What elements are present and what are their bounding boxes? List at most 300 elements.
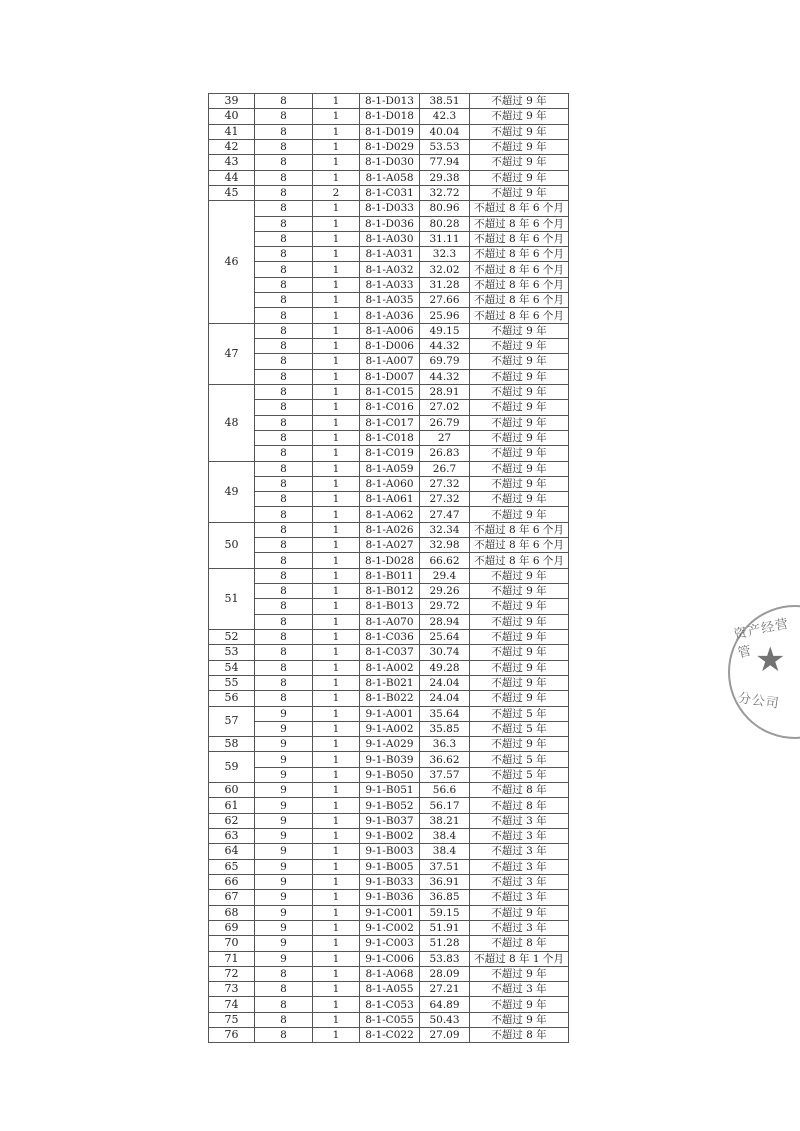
building-cell: 8 (255, 124, 313, 139)
room-code-cell: 8-1-A026 (360, 522, 420, 537)
building-cell: 9 (255, 844, 313, 859)
room-code-cell: 9-1-C006 (360, 951, 420, 966)
unit-cell: 1 (313, 400, 360, 415)
table-row (209, 614, 569, 629)
area-cell: 38.4 (420, 844, 470, 859)
area-cell: 53.83 (420, 951, 470, 966)
area-cell: 38.51 (420, 94, 470, 109)
building-cell: 9 (255, 721, 313, 736)
area-cell: 26.7 (420, 461, 470, 476)
term-cell: 不超过 9 年 (470, 1012, 569, 1027)
term-cell: 不超过 9 年 (470, 584, 569, 599)
table-row (209, 109, 569, 124)
term-cell: 不超过 9 年 (470, 629, 569, 644)
unit-cell: 1 (313, 461, 360, 476)
building-cell: 9 (255, 706, 313, 721)
building-cell: 8 (255, 185, 313, 200)
unit-cell: 1 (313, 415, 360, 430)
area-cell: 24.04 (420, 675, 470, 690)
unit-cell: 1 (313, 584, 360, 599)
room-code-cell: 8-1-A035 (360, 293, 420, 308)
building-cell: 8 (255, 446, 313, 461)
term-cell: 不超过 9 年 (470, 461, 569, 476)
row-number-cell: 53 (209, 645, 255, 660)
row-number-cell: 43 (209, 155, 255, 170)
area-cell: 69.79 (420, 354, 470, 369)
building-cell: 8 (255, 507, 313, 522)
unit-cell: 1 (313, 752, 360, 767)
term-cell: 不超过 8 年 (470, 798, 569, 813)
building-cell: 9 (255, 813, 313, 828)
term-cell: 不超过 9 年 (470, 446, 569, 461)
area-cell: 36.62 (420, 752, 470, 767)
table-row (209, 538, 569, 553)
room-code-cell: 8-1-A031 (360, 247, 420, 262)
area-cell: 80.28 (420, 216, 470, 231)
room-code-cell: 8-1-A027 (360, 538, 420, 553)
room-code-cell: 9-1-B052 (360, 798, 420, 813)
building-cell: 9 (255, 798, 313, 813)
building-cell: 8 (255, 660, 313, 675)
term-cell: 不超过 9 年 (470, 737, 569, 752)
row-number-cell: 70 (209, 936, 255, 951)
room-code-cell: 9-1-C003 (360, 936, 420, 951)
building-cell: 8 (255, 982, 313, 997)
table-row (209, 629, 569, 644)
building-cell: 8 (255, 231, 313, 246)
area-cell: 32.02 (420, 262, 470, 277)
row-number-cell: 47 (209, 323, 255, 384)
room-code-cell: 8-1-A036 (360, 308, 420, 323)
area-cell: 42.3 (420, 109, 470, 124)
row-number-cell: 72 (209, 966, 255, 981)
term-cell: 不超过 9 年 (470, 905, 569, 920)
building-cell: 8 (255, 170, 313, 185)
table-row (209, 293, 569, 308)
building-cell: 8 (255, 323, 313, 338)
area-cell: 38.4 (420, 829, 470, 844)
area-cell: 27.02 (420, 400, 470, 415)
table-row (209, 568, 569, 583)
room-code-cell: 9-1-B051 (360, 783, 420, 798)
unit-cell: 1 (313, 124, 360, 139)
room-code-cell: 8-1-A062 (360, 507, 420, 522)
area-cell: 59.15 (420, 905, 470, 920)
unit-cell: 1 (313, 767, 360, 782)
row-number-cell: 64 (209, 844, 255, 859)
term-cell: 不超过 9 年 (470, 124, 569, 139)
room-code-cell: 8-1-A061 (360, 492, 420, 507)
table-row (209, 890, 569, 905)
area-cell: 26.83 (420, 446, 470, 461)
room-code-cell: 8-1-A002 (360, 660, 420, 675)
row-number-cell: 69 (209, 920, 255, 935)
room-code-cell: 8-1-A060 (360, 476, 420, 491)
table-row (209, 1028, 569, 1043)
row-number-cell: 74 (209, 997, 255, 1012)
room-code-cell: 9-1-A001 (360, 706, 420, 721)
unit-cell: 1 (313, 94, 360, 109)
area-cell: 27 (420, 430, 470, 445)
row-number-cell: 40 (209, 109, 255, 124)
unit-cell: 1 (313, 1028, 360, 1043)
unit-cell: 1 (313, 829, 360, 844)
unit-cell: 1 (313, 920, 360, 935)
term-cell: 不超过 8 年 6 个月 (470, 262, 569, 277)
room-code-cell: 8-1-A055 (360, 982, 420, 997)
row-number-cell: 55 (209, 675, 255, 690)
term-cell: 不超过 9 年 (470, 400, 569, 415)
term-cell: 不超过 9 年 (470, 645, 569, 660)
unit-cell: 1 (313, 522, 360, 537)
unit-cell: 1 (313, 874, 360, 889)
building-cell: 9 (255, 920, 313, 935)
term-cell: 不超过 9 年 (470, 507, 569, 522)
term-cell: 不超过 9 年 (470, 614, 569, 629)
row-number-cell: 75 (209, 1012, 255, 1027)
row-number-cell: 67 (209, 890, 255, 905)
room-code-cell: 8-1-B022 (360, 691, 420, 706)
table-row (209, 216, 569, 231)
term-cell: 不超过 3 年 (470, 813, 569, 828)
unit-cell: 1 (313, 231, 360, 246)
table-row (209, 936, 569, 951)
area-cell: 32.98 (420, 538, 470, 553)
area-cell: 28.94 (420, 614, 470, 629)
room-code-cell: 8-1-A070 (360, 614, 420, 629)
table-row (209, 170, 569, 185)
building-cell: 9 (255, 874, 313, 889)
building-cell: 8 (255, 293, 313, 308)
area-cell: 29.26 (420, 584, 470, 599)
unit-cell: 1 (313, 308, 360, 323)
area-cell: 53.53 (420, 139, 470, 154)
term-cell: 不超过 8 年 6 个月 (470, 247, 569, 262)
room-code-cell: 9-1-B050 (360, 767, 420, 782)
room-code-cell: 9-1-B033 (360, 874, 420, 889)
row-number-cell: 63 (209, 829, 255, 844)
lease-table (208, 93, 569, 1043)
room-code-cell: 8-1-A058 (360, 170, 420, 185)
building-cell: 8 (255, 629, 313, 644)
lease-table-body (209, 94, 569, 1043)
building-cell: 8 (255, 109, 313, 124)
unit-cell: 1 (313, 645, 360, 660)
room-code-cell: 8-1-B013 (360, 599, 420, 614)
term-cell: 不超过 9 年 (470, 384, 569, 399)
building-cell: 9 (255, 936, 313, 951)
term-cell: 不超过 8 年 1 个月 (470, 951, 569, 966)
unit-cell: 1 (313, 277, 360, 292)
seal-star-icon: ★ (755, 640, 786, 680)
term-cell: 不超过 5 年 (470, 706, 569, 721)
table-row (209, 369, 569, 384)
room-code-cell: 8-1-A007 (360, 354, 420, 369)
table-row (209, 737, 569, 752)
building-cell: 8 (255, 538, 313, 553)
term-cell: 不超过 8 年 6 个月 (470, 201, 569, 216)
table-row (209, 308, 569, 323)
term-cell: 不超过 3 年 (470, 890, 569, 905)
building-cell: 8 (255, 568, 313, 583)
building-cell: 9 (255, 752, 313, 767)
building-cell: 8 (255, 339, 313, 354)
unit-cell: 1 (313, 936, 360, 951)
row-number-cell: 56 (209, 691, 255, 706)
building-cell: 8 (255, 308, 313, 323)
unit-cell: 1 (313, 660, 360, 675)
table-row (209, 139, 569, 154)
unit-cell: 1 (313, 1012, 360, 1027)
building-cell: 9 (255, 951, 313, 966)
area-cell: 49.15 (420, 323, 470, 338)
seal-top-text: 资产经营管 (732, 616, 791, 662)
unit-cell: 1 (313, 170, 360, 185)
row-number-cell: 68 (209, 905, 255, 920)
room-code-cell: 8-1-D029 (360, 139, 420, 154)
unit-cell: 1 (313, 798, 360, 813)
table-row (209, 966, 569, 981)
table-row (209, 247, 569, 262)
table-row (209, 783, 569, 798)
area-cell: 37.57 (420, 767, 470, 782)
room-code-cell: 9-1-B005 (360, 859, 420, 874)
term-cell: 不超过 3 年 (470, 829, 569, 844)
area-cell: 27.66 (420, 293, 470, 308)
room-code-cell: 9-1-A002 (360, 721, 420, 736)
term-cell: 不超过 9 年 (470, 139, 569, 154)
row-number-cell: 51 (209, 568, 255, 629)
room-code-cell: 8-1-D033 (360, 201, 420, 216)
table-row (209, 767, 569, 782)
table-row (209, 691, 569, 706)
row-number-cell: 41 (209, 124, 255, 139)
row-number-cell: 46 (209, 201, 255, 324)
row-number-cell: 60 (209, 783, 255, 798)
term-cell: 不超过 9 年 (470, 997, 569, 1012)
term-cell: 不超过 8 年 6 个月 (470, 553, 569, 568)
table-row (209, 844, 569, 859)
table-row (209, 905, 569, 920)
term-cell: 不超过 9 年 (470, 170, 569, 185)
row-number-cell: 54 (209, 660, 255, 675)
unit-cell: 1 (313, 691, 360, 706)
row-number-cell: 50 (209, 522, 255, 568)
building-cell: 8 (255, 691, 313, 706)
room-code-cell: 8-1-C031 (360, 185, 420, 200)
unit-cell: 1 (313, 905, 360, 920)
area-cell: 50.43 (420, 1012, 470, 1027)
table-row (209, 798, 569, 813)
term-cell: 不超过 9 年 (470, 354, 569, 369)
term-cell: 不超过 9 年 (470, 492, 569, 507)
table-row (209, 951, 569, 966)
room-code-cell: 9-1-B039 (360, 752, 420, 767)
term-cell: 不超过 8 年 (470, 783, 569, 798)
building-cell: 8 (255, 139, 313, 154)
area-cell: 77.94 (420, 155, 470, 170)
unit-cell: 1 (313, 507, 360, 522)
building-cell: 8 (255, 584, 313, 599)
term-cell: 不超过 9 年 (470, 415, 569, 430)
building-cell: 8 (255, 553, 313, 568)
building-cell: 8 (255, 645, 313, 660)
building-cell: 9 (255, 737, 313, 752)
room-code-cell: 8-1-C036 (360, 629, 420, 644)
room-code-cell: 8-1-A032 (360, 262, 420, 277)
term-cell: 不超过 3 年 (470, 920, 569, 935)
area-cell: 51.91 (420, 920, 470, 935)
unit-cell: 1 (313, 706, 360, 721)
table-row (209, 874, 569, 889)
room-code-cell: 8-1-C022 (360, 1028, 420, 1043)
building-cell: 8 (255, 599, 313, 614)
room-code-cell: 8-1-C019 (360, 446, 420, 461)
unit-cell: 2 (313, 185, 360, 200)
room-code-cell: 8-1-C037 (360, 645, 420, 660)
unit-cell: 1 (313, 262, 360, 277)
room-code-cell: 8-1-A059 (360, 461, 420, 476)
area-cell: 56.17 (420, 798, 470, 813)
unit-cell: 1 (313, 859, 360, 874)
room-code-cell: 8-1-B011 (360, 568, 420, 583)
unit-cell: 1 (313, 430, 360, 445)
room-code-cell: 8-1-C055 (360, 1012, 420, 1027)
area-cell: 32.72 (420, 185, 470, 200)
table-row (209, 339, 569, 354)
area-cell: 31.28 (420, 277, 470, 292)
area-cell: 27.47 (420, 507, 470, 522)
area-cell: 25.64 (420, 629, 470, 644)
room-code-cell: 8-1-D036 (360, 216, 420, 231)
table-row (209, 982, 569, 997)
table-row (209, 430, 569, 445)
term-cell: 不超过 8 年 6 个月 (470, 293, 569, 308)
building-cell: 8 (255, 354, 313, 369)
unit-cell: 1 (313, 966, 360, 981)
table-row (209, 829, 569, 844)
term-cell: 不超过 8 年 6 个月 (470, 308, 569, 323)
row-number-cell: 49 (209, 461, 255, 522)
row-number-cell: 39 (209, 94, 255, 109)
area-cell: 35.64 (420, 706, 470, 721)
unit-cell: 1 (313, 446, 360, 461)
area-cell: 29.38 (420, 170, 470, 185)
building-cell: 8 (255, 216, 313, 231)
table-row (209, 507, 569, 522)
unit-cell: 1 (313, 721, 360, 736)
row-number-cell: 48 (209, 384, 255, 461)
area-cell: 66.62 (420, 553, 470, 568)
building-cell: 9 (255, 905, 313, 920)
term-cell: 不超过 5 年 (470, 767, 569, 782)
term-cell: 不超过 8 年 6 个月 (470, 522, 569, 537)
area-cell: 40.04 (420, 124, 470, 139)
table-row (209, 201, 569, 216)
building-cell: 8 (255, 997, 313, 1012)
term-cell: 不超过 5 年 (470, 752, 569, 767)
table-row (209, 859, 569, 874)
row-number-cell: 65 (209, 859, 255, 874)
term-cell: 不超过 9 年 (470, 675, 569, 690)
table-row (209, 384, 569, 399)
area-cell: 27.09 (420, 1028, 470, 1043)
unit-cell: 1 (313, 109, 360, 124)
room-code-cell: 8-1-A033 (360, 277, 420, 292)
term-cell: 不超过 8 年 6 个月 (470, 231, 569, 246)
term-cell: 不超过 9 年 (470, 599, 569, 614)
term-cell: 不超过 8 年 6 个月 (470, 216, 569, 231)
building-cell: 8 (255, 262, 313, 277)
row-number-cell: 76 (209, 1028, 255, 1043)
area-cell: 25.96 (420, 308, 470, 323)
area-cell: 28.91 (420, 384, 470, 399)
row-number-cell: 62 (209, 813, 255, 828)
area-cell: 37.51 (420, 859, 470, 874)
table-row (209, 645, 569, 660)
unit-cell: 1 (313, 538, 360, 553)
room-code-cell: 9-1-A029 (360, 737, 420, 752)
term-cell: 不超过 3 年 (470, 982, 569, 997)
unit-cell: 1 (313, 997, 360, 1012)
table-row (209, 997, 569, 1012)
row-number-cell: 58 (209, 737, 255, 752)
building-cell: 8 (255, 277, 313, 292)
unit-cell: 1 (313, 813, 360, 828)
term-cell: 不超过 9 年 (470, 109, 569, 124)
area-cell: 36.91 (420, 874, 470, 889)
area-cell: 29.4 (420, 568, 470, 583)
row-number-cell: 45 (209, 185, 255, 200)
room-code-cell: 9-1-B037 (360, 813, 420, 828)
unit-cell: 1 (313, 629, 360, 644)
row-number-cell: 52 (209, 629, 255, 644)
building-cell: 9 (255, 767, 313, 782)
area-cell: 80.96 (420, 201, 470, 216)
term-cell: 不超过 9 年 (470, 660, 569, 675)
unit-cell: 1 (313, 982, 360, 997)
area-cell: 44.32 (420, 369, 470, 384)
seal-bottom-text: 分公司 (736, 691, 781, 712)
unit-cell: 1 (313, 614, 360, 629)
room-code-cell: 8-1-D006 (360, 339, 420, 354)
room-code-cell: 8-1-D013 (360, 94, 420, 109)
building-cell: 8 (255, 476, 313, 491)
building-cell: 8 (255, 400, 313, 415)
room-code-cell: 9-1-B036 (360, 890, 420, 905)
building-cell: 9 (255, 890, 313, 905)
room-code-cell: 8-1-B012 (360, 584, 420, 599)
term-cell: 不超过 3 年 (470, 859, 569, 874)
area-cell: 31.11 (420, 231, 470, 246)
row-number-cell: 57 (209, 706, 255, 737)
room-code-cell: 8-1-A030 (360, 231, 420, 246)
table-row (209, 476, 569, 491)
row-number-cell: 73 (209, 982, 255, 997)
term-cell: 不超过 8 年 6 个月 (470, 277, 569, 292)
building-cell: 8 (255, 1028, 313, 1043)
table-row (209, 94, 569, 109)
row-number-cell: 42 (209, 139, 255, 154)
room-code-cell: 8-1-D007 (360, 369, 420, 384)
unit-cell: 1 (313, 339, 360, 354)
unit-cell: 1 (313, 155, 360, 170)
unit-cell: 1 (313, 737, 360, 752)
row-number-cell: 61 (209, 798, 255, 813)
building-cell: 9 (255, 783, 313, 798)
unit-cell: 1 (313, 201, 360, 216)
room-code-cell: 8-1-A068 (360, 966, 420, 981)
